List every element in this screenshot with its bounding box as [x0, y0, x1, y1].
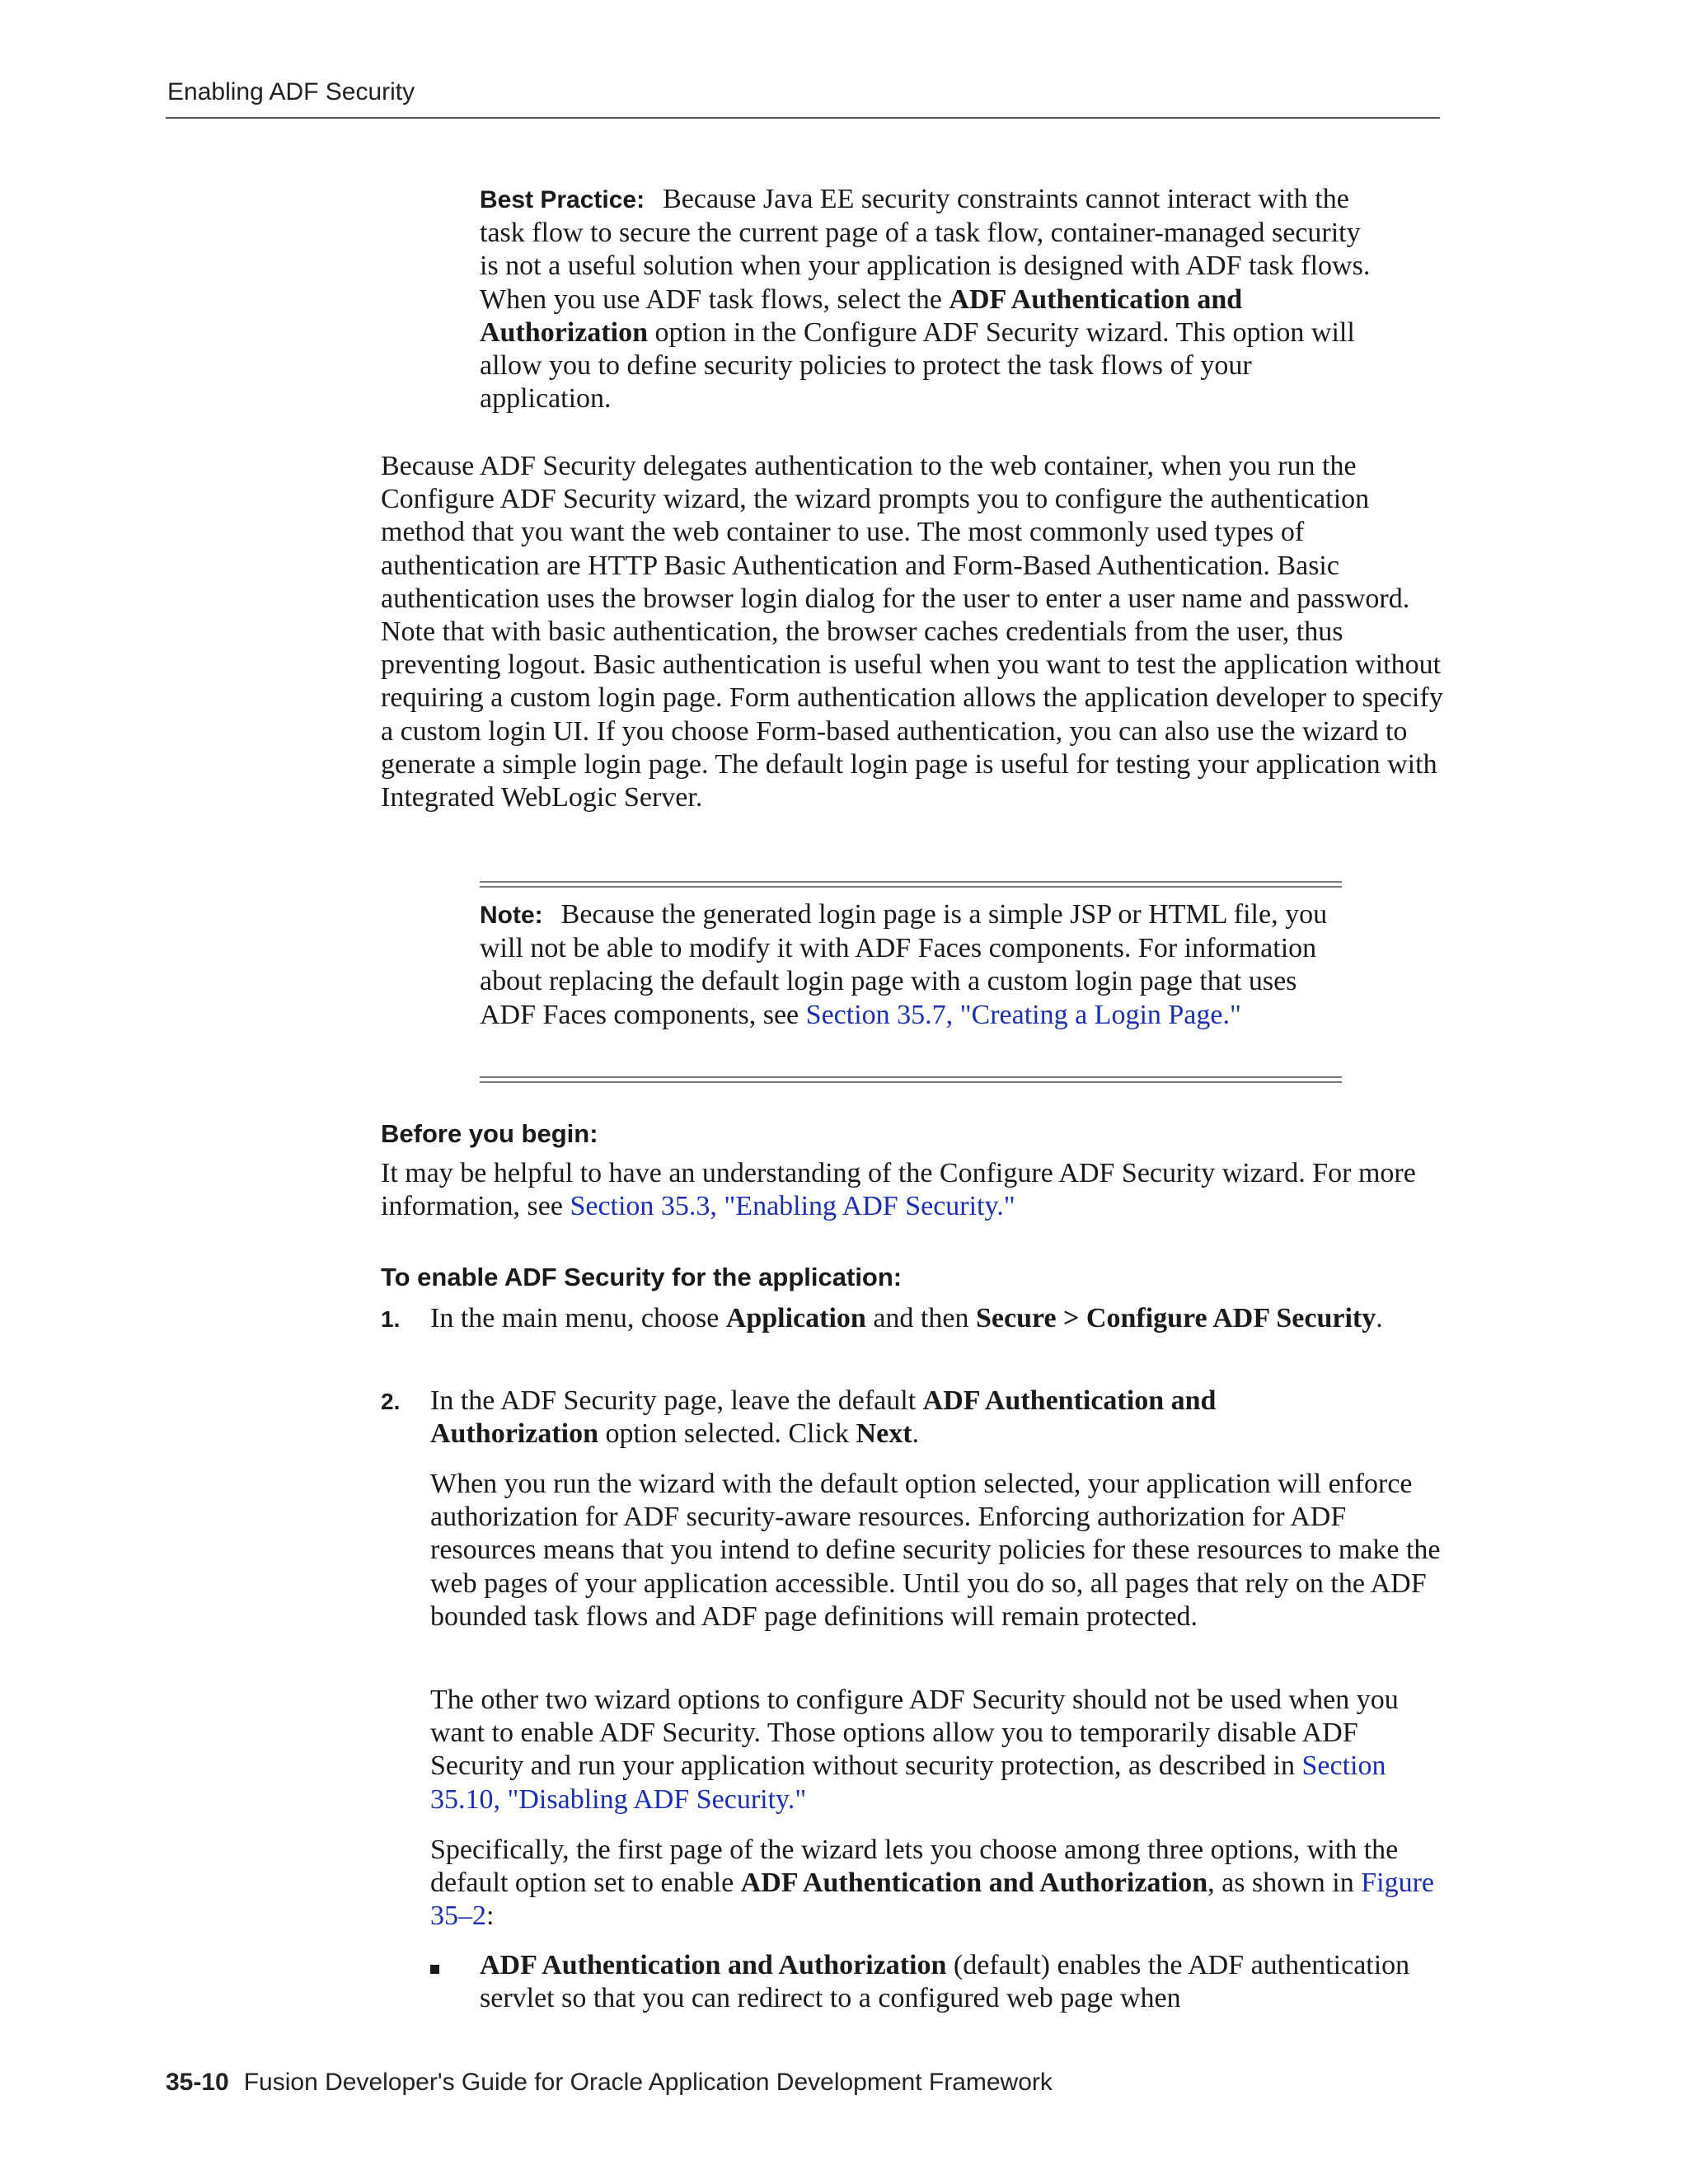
note-section-link[interactable]: Section 35.7, "Creating a Login Page." — [805, 999, 1241, 1030]
note-text: Because the generated login page is a simple JSP or HTML file, you will not be able to modify it with ADF Faces components. For information about replacing the default login page with a custom login page that uses ADF Faces components, see — [480, 899, 1328, 1030]
square-bullet-icon — [430, 1965, 439, 1974]
step-2-text-2: option selected. Click — [598, 1418, 856, 1450]
best-practice-text-1: Because Java EE security constraints cannot interact with the task flow to secure the current page of a task flow, container-managed security is not a useful solution when your application is designed with ADF task flows. When you use ADF task flows, select the — [480, 184, 1371, 315]
step-2-p3-text-2: , as shown in — [1207, 1868, 1362, 1899]
running-header-title: Enabling ADF Security — [167, 78, 415, 105]
step-1-bold-2: Secure > Configure ADF Security — [975, 1303, 1376, 1333]
step-2-text — [430, 1385, 1386, 1451]
disabling-security-link[interactable]: Section 35.10, "Disabling ADF Security." — [430, 1750, 1386, 1815]
before-you-begin-text — [381, 1157, 1444, 1223]
step-2-bold-1: ADF Authentication and Authorization — [430, 1385, 1217, 1450]
before-section-link[interactable]: Section 35.3, "Enabling ADF Security." — [570, 1191, 1015, 1222]
step-1-text-3: . — [1376, 1303, 1383, 1333]
step-1-text-2: and then — [865, 1303, 976, 1333]
step-2-text-3: . — [912, 1418, 920, 1450]
step-2-p3-bold: ADF Authentication and Authorization — [740, 1868, 1208, 1899]
bullet-text-1: (default) enables the ADF authentication servlet so that you can redirect to a configured web page when — [480, 1950, 1410, 2014]
step-2-paragraph-3 — [430, 1834, 1444, 1933]
page-header — [166, 76, 1440, 119]
step-2-bold-2: Next — [856, 1418, 912, 1450]
best-practice-bold-option: ADF Authentication and Authorization — [480, 284, 1243, 348]
step-1-text-1: In the main menu, choose — [430, 1303, 726, 1333]
step-2-p3-text-1: Specifically, the first page of the wizard lets you choose among three options, with the default option set to enable — [430, 1835, 1399, 1899]
before-you-begin-heading: Before you begin: — [381, 1119, 598, 1148]
intro-paragraph: Because ADF Security delegates authentication to the web container, when you run the Configure ADF Security wizard, the wizard prompts you to configure the authentication method that you want the web container to use. The most commonly used types of authentication are HTTP Basic Authentication and Form-Based Authentication. Basic authentication uses the browser login dialog for the user to enter a user name and password. Note that with basic authentication, the browser caches credentials from the user, thus preventing logout. Basic authentication is useful when you want to test the application without requiring a custom login page. Form authentication allows the application developer to specify a custom login UI. If you choose Form-based authentication, you can also use the wizard to generate a simple login page. The default login page is useful for testing your application with Integrated WebLogic Server. — [381, 451, 1443, 813]
step-2-paragraph-2 — [430, 1684, 1444, 1816]
best-practice-label: Best Practice: — [480, 186, 645, 213]
step-2-paragraph-1: When you run the wizard with the default option selected, your application will enforce authorization for ADF security-aware resources. Enforcing authorization for ADF resources means that you intend to define security policies for these resources to make the web pages of your application accessible. Until you do so, all pages that rely on the ADF bounded task flows and ADF page definitions will remain protected. — [430, 1469, 1441, 1632]
step-2-p3-text-3: : — [486, 1900, 495, 1932]
best-practice-block — [480, 183, 1378, 415]
step-2-number: 2. — [381, 1389, 401, 1414]
procedure-heading: To enable ADF Security for the application: — [381, 1263, 903, 1291]
note-label: Note: — [480, 902, 543, 929]
step-2-text-1: In the ADF Security page, leave the default — [430, 1385, 923, 1416]
step-1-bold-1: Application — [725, 1303, 866, 1333]
step-1-text — [430, 1302, 1386, 1335]
note-block — [480, 898, 1353, 1032]
page-footer — [166, 2066, 1053, 2099]
step-2-p2-text: The other two wizard options to configure ADF Security should not be used when you want to enable ADF Security. Those options allow you to temporarily disable ADF Security and run your application without security protection, as described in — [430, 1685, 1399, 1782]
note-bottom-rule — [480, 1076, 1342, 1083]
step-1-number: 1. — [381, 1306, 401, 1332]
note-top-rule — [480, 881, 1342, 888]
page-number: 35-10 — [166, 2069, 229, 2096]
book-title: Fusion Developer's Guide for Oracle Application Development Framework — [243, 2069, 1053, 2096]
bullet-item — [480, 1949, 1444, 2015]
best-practice-text-2: option in the Configure ADF Security wizard. This option will allow you to define security policies to protect the task flows of your application. — [480, 316, 1355, 415]
figure-link[interactable]: Figure 35–2 — [430, 1868, 1434, 1932]
before-text-1: It may be helpful to have an understanding of the Configure ADF Security wizard. For more information, see — [381, 1158, 1416, 1222]
bullet-bold: ADF Authentication and Authorization — [480, 1950, 947, 1980]
